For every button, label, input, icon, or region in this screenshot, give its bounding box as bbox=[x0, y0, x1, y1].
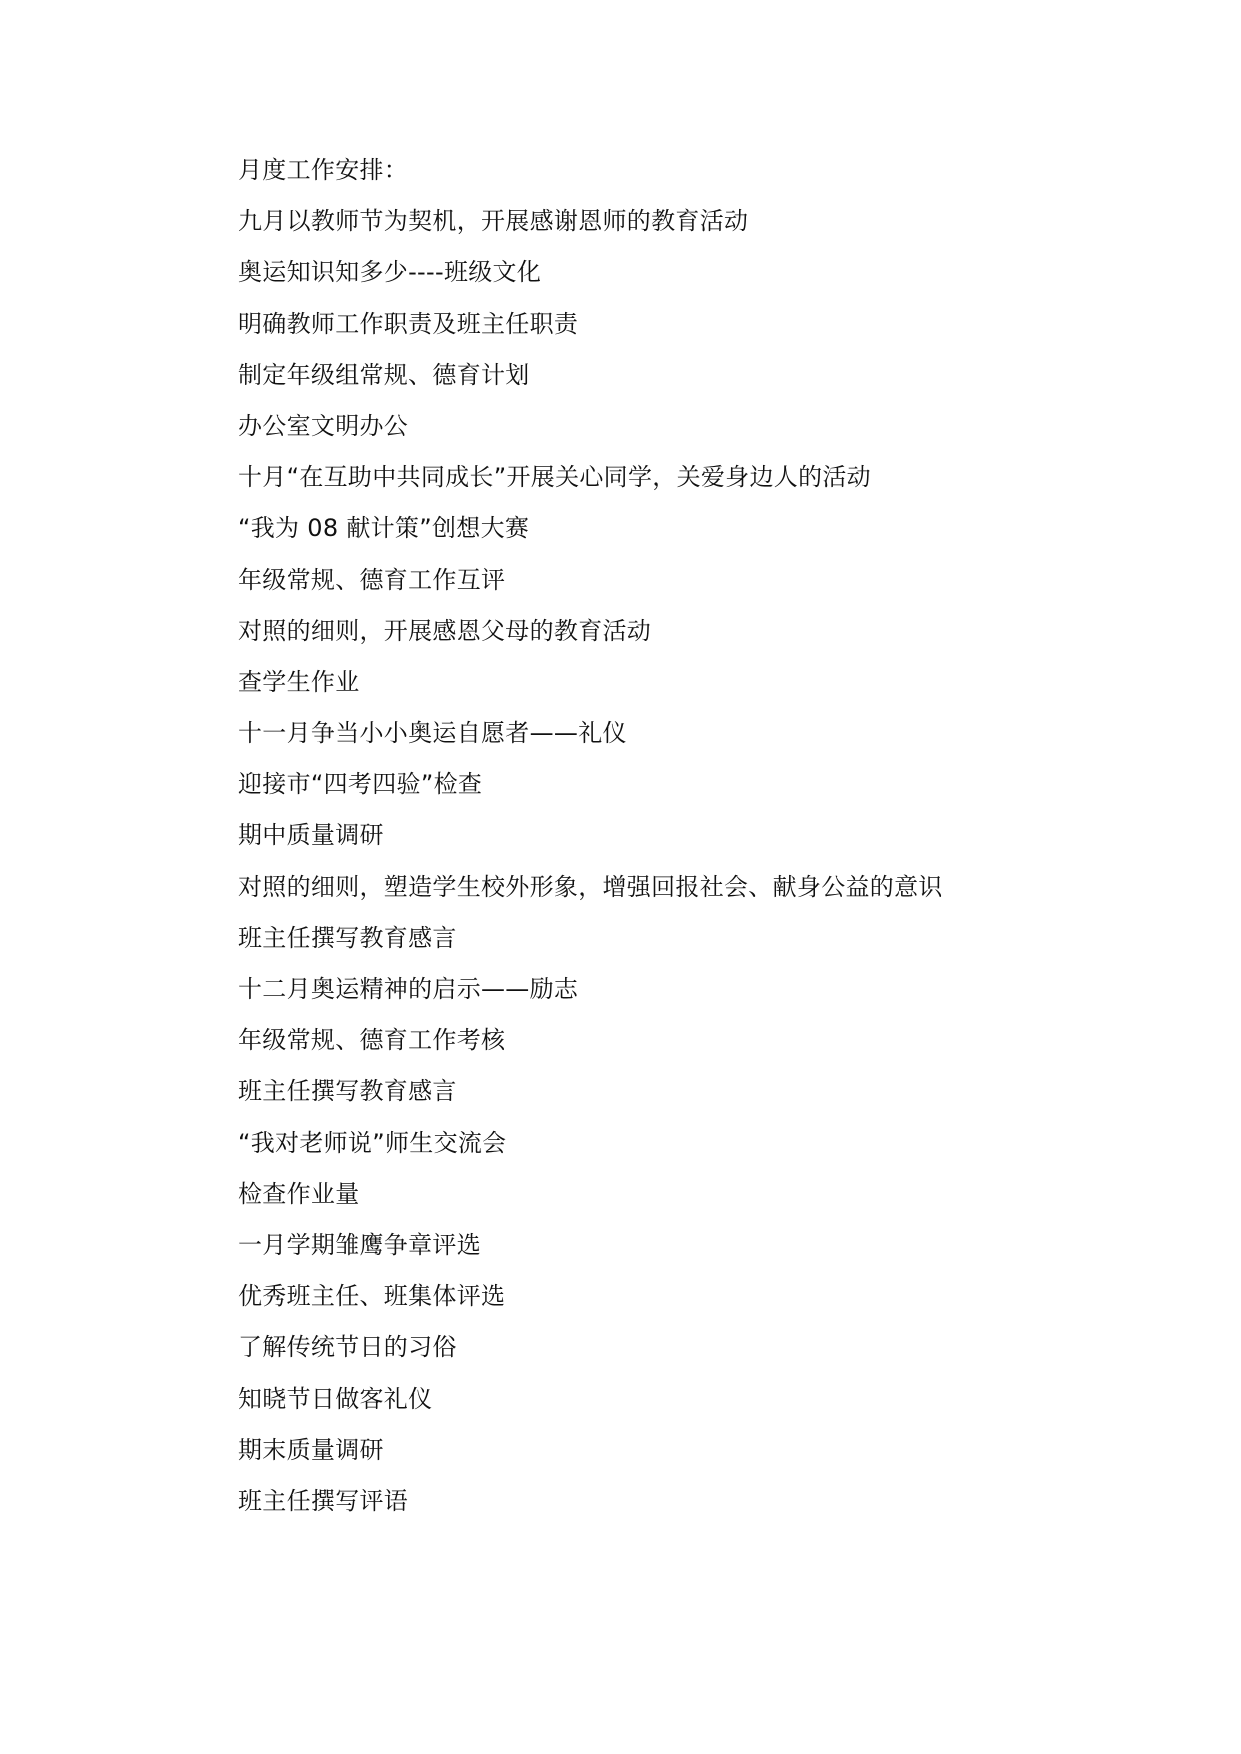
schedule-line: 九月以教师节为契机，开展感谢恩师的教育活动 bbox=[238, 207, 749, 236]
schedule-line: 了解传统节日的习俗 bbox=[238, 1333, 457, 1362]
schedule-line: 班主任撰写教育感言 bbox=[238, 923, 457, 952]
schedule-line: 十月“在互助中共同成长”开展关心同学，关爱身边人的活动 bbox=[238, 463, 871, 492]
schedule-line: 办公室文明办公 bbox=[238, 411, 409, 440]
schedule-line: 迎接市“四考四验”检查 bbox=[238, 770, 483, 799]
schedule-line: 奥运知识知多少----班级文化 bbox=[238, 258, 542, 287]
schedule-line: 检查作业量 bbox=[238, 1179, 360, 1208]
schedule-line: 制定年级组常规、德育计划 bbox=[238, 360, 530, 389]
schedule-heading: 月度工作安排： bbox=[238, 156, 409, 184]
schedule-line: 期中质量调研 bbox=[238, 821, 384, 850]
schedule-line: 年级常规、德育工作互评 bbox=[238, 565, 506, 594]
schedule-line: “我对老师说”师生交流会 bbox=[238, 1128, 507, 1157]
schedule-line: 对照的细则，开展感恩父母的教育活动 bbox=[238, 616, 652, 645]
schedule-line: 班主任撰写评语 bbox=[238, 1486, 409, 1515]
schedule-line: 十二月奥运精神的启示——励志 bbox=[238, 975, 579, 1003]
schedule-line: 一月学期雏鹰争章评选 bbox=[238, 1230, 481, 1259]
schedule-line: 对照的细则，塑造学生校外形象，增强回报社会、献身公益的意识 bbox=[238, 872, 943, 901]
schedule-line: 明确教师工作职责及班主任职责 bbox=[238, 309, 579, 338]
schedule-line: “我为 08 献计策”创想大赛 bbox=[238, 514, 530, 543]
schedule-line: 十一月争当小小奥运自愿者——礼仪 bbox=[238, 719, 627, 748]
schedule-line: 优秀班主任、班集体评选 bbox=[238, 1282, 506, 1311]
schedule-line: 班主任撰写教育感言 bbox=[238, 1077, 457, 1106]
document-body bbox=[238, 145, 1138, 1527]
schedule-line: 查学生作业 bbox=[238, 667, 360, 696]
schedule-line: 知晓节日做客礼仪 bbox=[238, 1384, 433, 1413]
schedule-line: 年级常规、德育工作考核 bbox=[238, 1026, 506, 1055]
schedule-line: 期末质量调研 bbox=[238, 1435, 384, 1464]
